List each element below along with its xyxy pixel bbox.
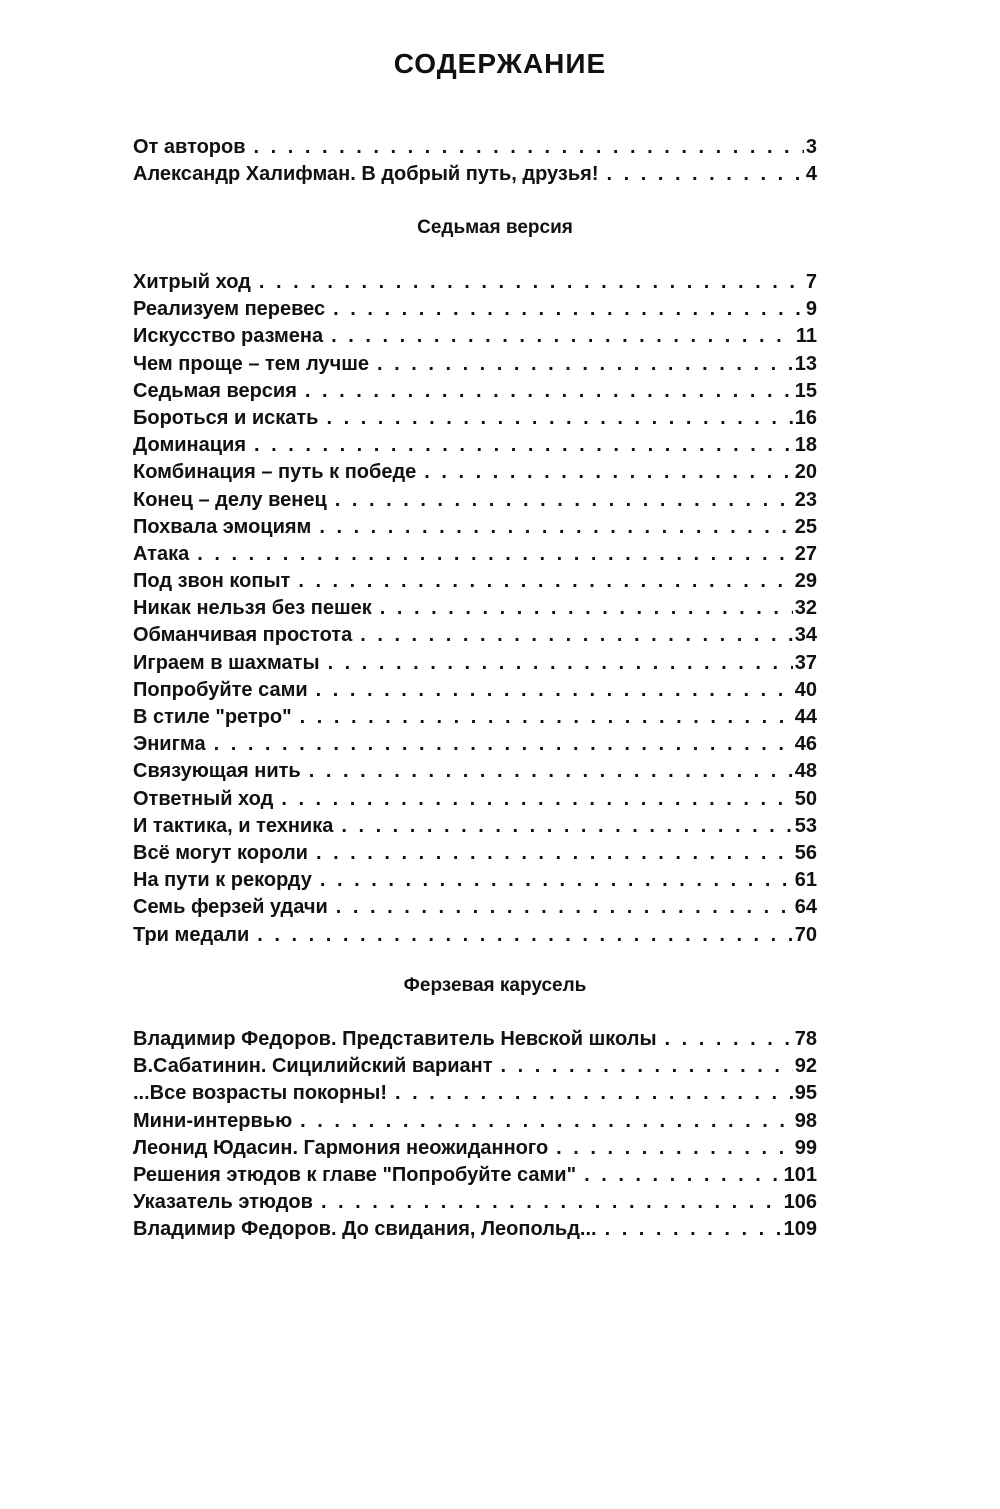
toc-entry-title: Попробуйте сами xyxy=(133,678,308,701)
toc-entry xyxy=(133,432,817,459)
toc-entry-page: 78 xyxy=(794,1028,817,1050)
toc-entry-page: 15 xyxy=(794,379,817,402)
toc-entry xyxy=(133,568,817,595)
toc-entry-title: Под звон копыт xyxy=(133,570,291,593)
toc-entry xyxy=(133,786,817,813)
toc-entry xyxy=(133,351,817,378)
toc-entry-page: 4 xyxy=(805,163,817,186)
toc-entry-page: 56 xyxy=(794,841,817,864)
dot-leader xyxy=(665,1026,793,1053)
toc-entry xyxy=(133,650,817,677)
toc-entry-title: От авторов xyxy=(133,136,246,158)
toc-entry-title: Связующая нить xyxy=(133,760,301,783)
toc-entry xyxy=(133,1162,817,1189)
toc-entry xyxy=(133,840,817,867)
toc-entry-title: Три медали xyxy=(133,923,250,946)
toc-entry xyxy=(133,1080,817,1107)
toc-entry-title: Обманчивая простота xyxy=(133,624,353,647)
dot-leader xyxy=(328,650,793,677)
dot-leader xyxy=(424,459,792,486)
dot-leader xyxy=(360,622,793,649)
toc-entry xyxy=(133,296,817,323)
toc-entry-page: 50 xyxy=(794,787,817,810)
toc-entry-title: В стиле "ретро" xyxy=(133,706,292,728)
toc-entry-page: 70 xyxy=(794,923,817,946)
toc-entry-page: 3 xyxy=(805,136,817,158)
dot-leader xyxy=(214,731,793,758)
dot-leader xyxy=(335,487,793,514)
toc-entry-title: Чем проще – тем лучше xyxy=(133,352,369,375)
dot-leader xyxy=(281,786,792,813)
section-1-list xyxy=(133,269,817,949)
toc-entry-title: Всё могут короли xyxy=(133,841,308,864)
dot-leader xyxy=(316,840,793,867)
dot-leader xyxy=(326,405,792,432)
dot-leader xyxy=(501,1053,793,1080)
toc-entry-title: Атака xyxy=(133,542,190,565)
dot-leader xyxy=(316,677,793,704)
toc-entry-title: Похвала эмоциям xyxy=(133,515,312,538)
toc-entry-page: 20 xyxy=(794,461,817,484)
dot-leader xyxy=(584,1162,782,1189)
toc-entry xyxy=(133,894,817,921)
toc-entry-page: 23 xyxy=(794,488,817,511)
toc-entry-page: 29 xyxy=(794,570,817,593)
dot-leader xyxy=(254,134,804,161)
toc-entry-title: Бороться и искать xyxy=(133,406,319,429)
dot-leader xyxy=(309,758,793,785)
toc-entry xyxy=(133,134,817,161)
toc-entry-title: Владимир Федоров. Представитель Невской школы xyxy=(133,1028,657,1050)
dot-leader xyxy=(341,813,792,840)
toc-entry xyxy=(133,1135,817,1162)
toc-entry-title: Леонид Юдасин. Гармония неожиданного xyxy=(133,1136,549,1159)
toc-entry xyxy=(133,622,817,649)
toc-entry-page: 99 xyxy=(794,1136,817,1159)
dot-leader xyxy=(321,1189,782,1216)
toc-entry-page: 7 xyxy=(805,271,817,293)
toc-entry-title: Играем в шахматы xyxy=(133,651,320,674)
toc-entry xyxy=(133,758,817,785)
toc-entry-title: В.Сабатинин. Сицилийский вариант xyxy=(133,1055,493,1078)
toc-entry xyxy=(133,1216,817,1243)
toc-entry-title: Владимир Федоров. До свидания, Леопольд... xyxy=(133,1218,597,1241)
toc-entry-title: Мини-интервью xyxy=(133,1109,293,1132)
dot-leader xyxy=(605,1216,782,1243)
toc-entry-title: Реализуем перевес xyxy=(133,298,326,321)
toc-entry-title: Семь ферзей удачи xyxy=(133,896,328,919)
toc-entry xyxy=(133,922,817,949)
dot-leader xyxy=(333,296,804,323)
toc-entry xyxy=(133,487,817,514)
toc-entry-page: 95 xyxy=(794,1082,817,1105)
toc-entry-page: 106 xyxy=(783,1191,817,1214)
toc-entry-title: Седьмая версия xyxy=(133,379,297,402)
toc-entry-title: Указатель этюдов xyxy=(133,1191,313,1214)
toc-entry-title: Хитрый ход xyxy=(133,271,251,293)
toc-entry-page: 18 xyxy=(794,434,817,457)
toc-entry xyxy=(133,677,817,704)
toc-entry-title: Конец – делу венец xyxy=(133,488,327,511)
toc-entry-page: 25 xyxy=(794,515,817,538)
toc-entry-title: И тактика, и техника xyxy=(133,814,334,837)
toc-entry-page: 27 xyxy=(794,542,817,565)
toc-entry-title: Александр Халифман. В добрый путь, друзья! xyxy=(133,163,599,186)
dot-leader xyxy=(305,378,793,405)
toc-entry-page: 98 xyxy=(794,1109,817,1132)
toc-entry-page: 9 xyxy=(805,298,817,321)
toc-entry-page: 16 xyxy=(794,406,817,429)
toc-entry xyxy=(133,1053,817,1080)
toc-entry-title: ...Все возрасты покорны! xyxy=(133,1082,388,1105)
toc-entry-page: 44 xyxy=(794,706,817,728)
toc-entry xyxy=(133,1026,817,1053)
toc-entry-page: 48 xyxy=(794,760,817,783)
page-title: СОДЕРЖАНИЕ xyxy=(393,48,607,79)
toc-entry-page: 101 xyxy=(783,1163,817,1186)
dot-leader xyxy=(380,595,793,622)
dot-leader xyxy=(300,704,793,731)
section-2-list xyxy=(133,1026,817,1244)
dot-leader xyxy=(197,541,793,568)
dot-leader xyxy=(319,514,792,541)
toc-entry-page: 37 xyxy=(794,651,817,674)
toc-entry xyxy=(133,1189,817,1216)
dot-leader xyxy=(395,1080,793,1107)
dot-leader xyxy=(556,1135,793,1162)
toc-entry-title: Искусство размена xyxy=(133,325,324,348)
dot-leader xyxy=(336,894,793,921)
toc-entry-page: 53 xyxy=(794,814,817,837)
toc-entry xyxy=(133,541,817,568)
toc-entry-title: На пути к рекорду xyxy=(133,869,312,892)
dot-leader xyxy=(606,161,803,188)
toc-entry-page: 13 xyxy=(794,352,817,375)
toc-entry-page: 34 xyxy=(794,624,817,647)
toc-entry xyxy=(133,1108,817,1135)
toc-entry xyxy=(133,731,817,758)
section-heading-1: Седьмая версия xyxy=(417,217,573,238)
toc-entry-title: Комбинация – путь к победе xyxy=(133,461,417,484)
toc-entry-page: 109 xyxy=(783,1218,817,1241)
toc-entry xyxy=(133,813,817,840)
toc-entry xyxy=(133,514,817,541)
toc-entry-title: Никак нельзя без пешек xyxy=(133,597,372,620)
dot-leader xyxy=(377,351,793,378)
toc-entry xyxy=(133,459,817,486)
toc-entry-page: 11 xyxy=(795,325,817,348)
dot-leader xyxy=(300,1108,793,1135)
toc-entry-title: Решения этюдов к главе "Попробуйте сами" xyxy=(133,1163,577,1186)
intro-list xyxy=(133,134,817,188)
toc-entry xyxy=(133,405,817,432)
toc-entry-title: Доминация xyxy=(133,434,246,457)
toc-entry-title: Ответный ход xyxy=(133,787,274,810)
toc-entry xyxy=(133,704,817,731)
toc-entry-page: 92 xyxy=(794,1055,817,1078)
toc-entry-page: 32 xyxy=(794,597,817,620)
dot-leader xyxy=(298,568,792,595)
section-heading-2: Ферзевая карусель xyxy=(403,975,587,996)
toc-entry xyxy=(133,378,817,405)
dot-leader xyxy=(331,323,794,350)
toc-entry-page: 40 xyxy=(794,678,817,701)
toc-entry xyxy=(133,161,817,188)
toc-entry-page: 46 xyxy=(794,733,817,756)
dot-leader xyxy=(254,432,793,459)
toc-entry-page: 64 xyxy=(794,896,817,919)
toc-entry-page: 61 xyxy=(794,869,817,892)
toc-entry xyxy=(133,323,817,350)
dot-leader xyxy=(259,269,804,296)
toc-entry xyxy=(133,867,817,894)
toc-entry xyxy=(133,595,817,622)
dot-leader xyxy=(320,867,793,894)
dot-leader xyxy=(257,922,792,949)
toc-entry-title: Энигма xyxy=(133,733,206,756)
toc-entry xyxy=(133,269,817,296)
